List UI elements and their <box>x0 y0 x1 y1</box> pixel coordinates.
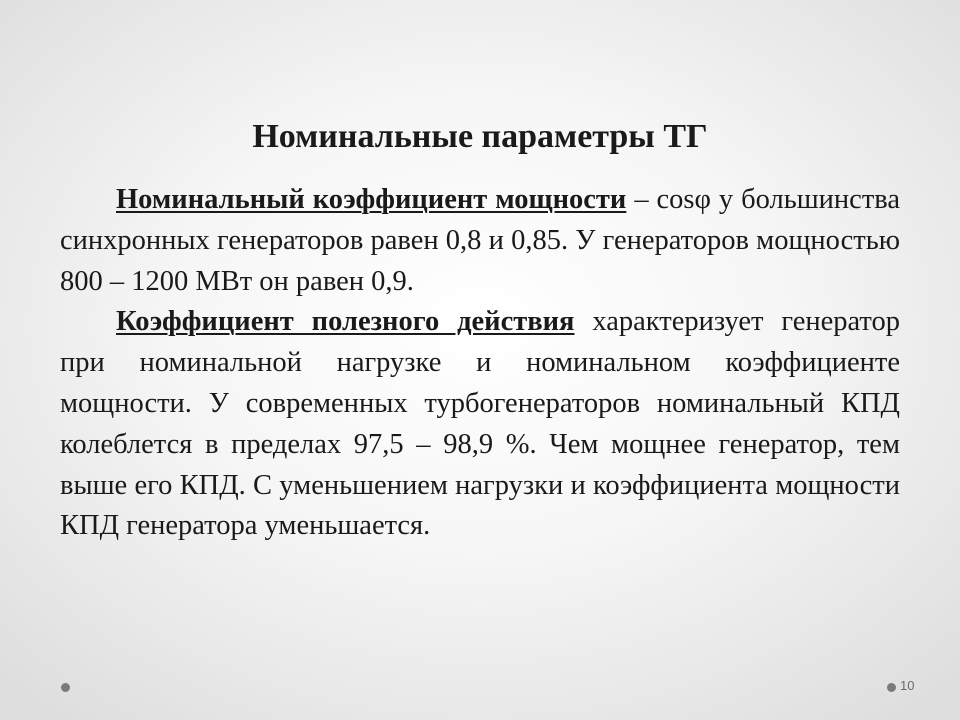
paragraph-power-factor <box>60 180 900 302</box>
slide-title: Номинальные параметры ТГ <box>252 118 708 155</box>
paragraph-text: – cosφ у большинства синхронных генераторов равен 0,8 и 0,85. У генераторов мощностью 800 – 1200 МВт он равен 0,9. <box>60 184 901 297</box>
footer-dot-right <box>887 683 896 692</box>
slide-body <box>60 180 900 547</box>
term-power-factor: Номинальный коэффициент мощности <box>116 184 627 215</box>
page-number: 10 <box>900 678 915 693</box>
paragraph-efficiency <box>60 302 900 547</box>
footer-dot-left <box>61 683 70 692</box>
paragraph-text: характеризует генератор при номинальной нагрузке и номинальном коэффициенте мощности. У современных турбогенераторов номинальный КПД колеблется в пределах 97,5 – 98,9 %. Чем мощнее генератор, тем выше его КПД. С уменьшением нагрузки и коэффициента мощности КПД генератора уменьшается. <box>60 306 901 542</box>
term-efficiency: Коэффициент полезного действия <box>116 306 575 338</box>
